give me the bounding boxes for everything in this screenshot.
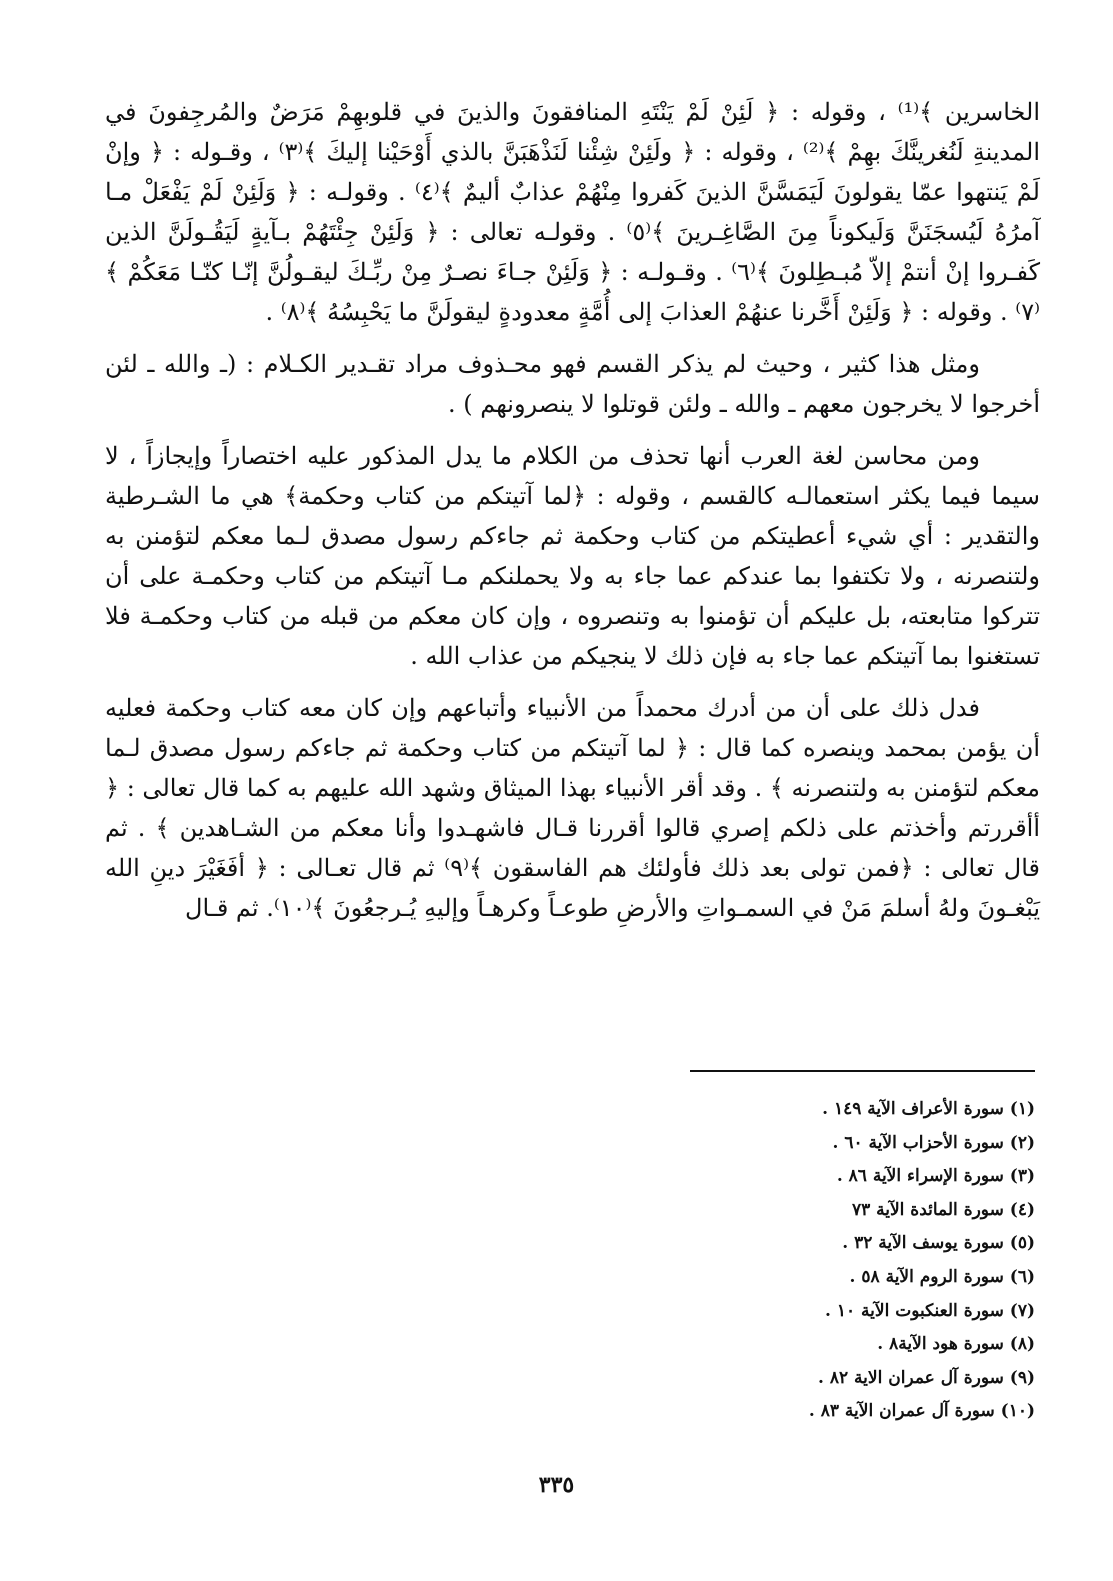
footnotes-list [635,1093,1035,1429]
page-number: ٣٣٥ [538,1472,575,1498]
paragraph-3: ومن محاسن لغة العرب أنها تحذف من الكلام ما يدل المذكور عليه اختصاراً وإيجازاً ، لا سيما فيما يكثر استعمالـه كالقسم ، وقوله : ﴿لما آتيتكم من كتاب وحكمة﴾ هي ما الشـرطية والتقدير : أي شيء أعطيتكم من كتاب وحكمة ثم جاءكم رسول مصدق لـما معكم لتؤمنن به ولتنصرنه ، ولا تكتفوا بما عندكم عما جاء به ولا يحملنكم مـا آتيتكم من كتاب وحكمـة على أن تتركوا متابعته، بل عليكم أن تؤمنوا به وتنصروه ، وإن كان معكم من قبله من كتاب وحكمـة فلا تستغنوا بما آتيتكم عما جاء به فإن ذلك لا ينجيكم من عذاب الله . [105,442,1040,670]
footnote-item: (١) سورة الأعراف الآية ١٤٩ . [822,1099,1035,1119]
paragraph-2: ومثل هذا كثير ، وحيث لم يذكر القسم فهو محـذوف مراد تقـدير الكـلام : (ـ والله ـ لئن أخرجوا لا يخرجون معهم ـ والله ـ ولئن قوتلوا لا ينصرونهم ) . [105,350,1040,418]
footnote-item: (٢) سورة الأحزاب الآية ٦٠ . [832,1132,1035,1153]
footnote-item: (٥) سورة يوسف الآية ٣٢ . [842,1233,1035,1254]
footnote-divider [690,1070,1035,1072]
footnote-item: (١٠) سورة آل عمران الآية ٨٣ . [808,1401,1035,1422]
paragraph-1: الخاسرين ﴾⁽¹⁾ ، وقوله : ﴿ لَئِنْ لَمْ يَنْتَهِ المنافقونَ والذينَ في قلوبهِمْ مَرَضٌ والمُرجِفونَ في المدينةِ لَنُغرينَّكَ بهِمْ ﴾⁽²⁾ ، وقوله : ﴿ ولَئِنْ شِئْنا لَنَذْهَبَنَّ بالذي أَوْحَيْنا إليكَ ﴾⁽٣⁾ ، وقـوله : ﴿ وإنْ لَمْ يَنتهوا عمّا يقولونَ لَيَمَسَّنَّ الذينَ كَفروا مِنْهُمْ عذابٌ أليمٌ ﴾⁽٤⁾ . وقولـه : ﴿ وَلَئِنْ لَمْ يَفْعَلْ مـا آمرُهُ لَيُسجَنَنَّ وَلَيكوناً مِنَ الصَّاغِـرينَ ﴾⁽٥⁾ . وقولـه تعالى : ﴿ وَلَئِنْ جِئْتَهُمْ بـآيةٍ لَيَقُـولَنَّ الذين كَفـروا إنْ أنتمْ إلاّ مُبـطِلونَ ﴾⁽٦⁾ . وقـولـه : ﴿ وَلَئِنْ جـاءَ نصـرٌ مِنْ ربِّـكَ ليقـولُنَّ إنّـا كنّـا مَعَكُمْ ﴾⁽٧⁾ . وقوله : ﴿ وَلَئِنْ أَخَّرنا عنهُمْ العذابَ إلى أُمَّةٍ معدودةٍ ليقولَنَّ ما يَحْبِسُهُ ﴾⁽٨⁾ . [105,98,1041,326]
footnote-item: (٣) سورة الإسراء الآية ٨٦ . [836,1166,1035,1187]
footnote-item: (٨) سورة هود الآية٨ . [877,1334,1035,1355]
footnote-item: (٦) سورة الروم الآية ٥٨ . [849,1266,1035,1287]
footnote-item: (٧) سورة العنكبوت الآية ١٠ . [825,1300,1035,1321]
main-text [105,92,1040,940]
footnote-item: (٤) سورة المائدة الآية ٧٣ [851,1199,1035,1220]
paragraph-4: فدل ذلك على أن من أدرك محمداً من الأنبياء وأتباعهم وإن كان معه كتاب وحكمة فعليه أن يؤمن بمحمد وينصره كما قال : ﴿ لما آتيتكم من كتاب وحكمة ثم جاءكم رسول مصدق لـما معكم لتؤمنن به ولتنصرنه ﴾ . وقد أقر الأنبياء بهذا الميثاق وشهد الله عليهم به كما قال تعالى : ﴿ أأقررتم وأخذتم على ذلكم إصري قالوا أقررنا قـال فاشهـدوا وأنا معكم من الشـاهدين ﴾ . ثم قال تعالى : ﴿فمن تولى بعد ذلك فأولئك هم الفاسقون ﴾⁽٩⁾ ثم قال تعـالى : ﴿ أفَغَيْرَ دينِ الله يَبْغـونَ ولهُ أسلمَ مَنْ في السمـواتِ والأرضِ طوعـاً وكرهـاً وإليهِ يُـرجعُونَ ﴾⁽١٠⁾. ثم قـال [105,694,1041,922]
footnote-item: (٩) سورة آل عمران الاية ٨٢ . [818,1367,1035,1388]
